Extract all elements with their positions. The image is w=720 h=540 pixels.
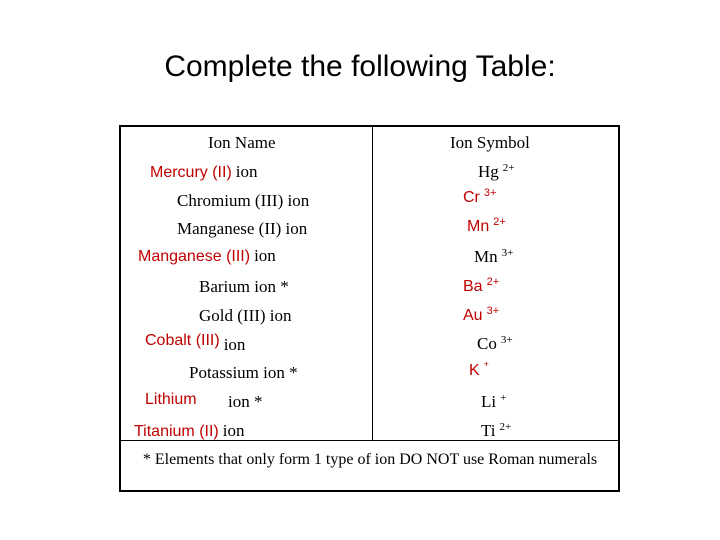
ion-symbol: Li	[481, 392, 497, 411]
ion-charge: +	[483, 359, 489, 369]
ion-symbol-answer	[463, 305, 499, 325]
header-ion-name: Ion Name	[208, 133, 276, 152]
ion-name-answer: Cobalt (III)	[145, 332, 220, 349]
ion-name-suffix: ion	[223, 335, 246, 354]
ion-name-cell: Gold (III) ion	[199, 306, 292, 325]
ion-symbol-answer	[463, 276, 499, 296]
ion-charge: 3+	[500, 334, 513, 346]
ion-name-answer: Mercury (II)	[150, 164, 232, 181]
ion-name-cell: Chromium (III) ion	[177, 191, 310, 210]
ion-symbol-cell	[481, 421, 511, 441]
ion-name-cell	[138, 246, 276, 266]
column-divider	[372, 125, 373, 440]
ion-name-suffix: ion *	[228, 392, 263, 411]
ion-symbol-cell	[478, 162, 515, 182]
header-ion-symbol: Ion Symbol	[450, 133, 530, 152]
ion-name-answer: Manganese (III)	[138, 248, 251, 265]
ion-charge: 3+	[483, 187, 497, 199]
ion-name-cell	[134, 421, 244, 441]
ion-name-cell	[145, 330, 246, 354]
page-title: Complete the following Table:	[164, 50, 556, 83]
ion-symbol-cell	[481, 392, 506, 412]
ion-symbol-answer	[463, 187, 496, 207]
ion-name-answer: Lithium	[145, 391, 197, 408]
ion-charge: 2+	[493, 216, 506, 228]
ion-symbol: K	[469, 362, 480, 379]
ion-charge: 2+	[502, 162, 515, 174]
ion-symbol: Ti	[481, 421, 496, 440]
footnote: * Elements that only form 1 type of ion DO NOT use Roman numerals	[142, 451, 598, 468]
ion-symbol: Mn	[467, 218, 490, 235]
ion-charge: 3+	[501, 247, 514, 259]
ion-name-suffix: ion	[235, 162, 258, 181]
ion-symbol: Ba	[463, 278, 483, 295]
ion-name-suffix: ion	[254, 246, 276, 265]
ion-symbol-answer	[467, 216, 506, 236]
ion-symbol-cell	[474, 247, 513, 267]
ion-name-cell	[150, 162, 258, 182]
ion-charge: 2+	[486, 276, 500, 288]
ion-symbol: Cr	[463, 189, 480, 206]
ion-symbol: Co	[477, 334, 497, 353]
ion-name-cell: Potassium ion *	[189, 363, 298, 382]
ion-symbol: Hg	[478, 162, 499, 181]
ion-symbol-cell	[477, 334, 513, 354]
ion-name-suffix: ion	[222, 421, 245, 440]
ion-symbol: Mn	[474, 247, 498, 266]
ion-charge: 3+	[486, 305, 500, 317]
ion-name-cell: Manganese (II) ion	[177, 219, 308, 238]
ion-symbol: Au	[463, 307, 483, 324]
ion-name-answer: Titanium (II)	[134, 423, 219, 440]
ion-name-cell: Barium ion *	[199, 277, 289, 296]
ion-symbol-answer	[469, 359, 489, 380]
ion-charge: 2+	[499, 421, 512, 433]
ion-charge: +	[500, 392, 507, 404]
